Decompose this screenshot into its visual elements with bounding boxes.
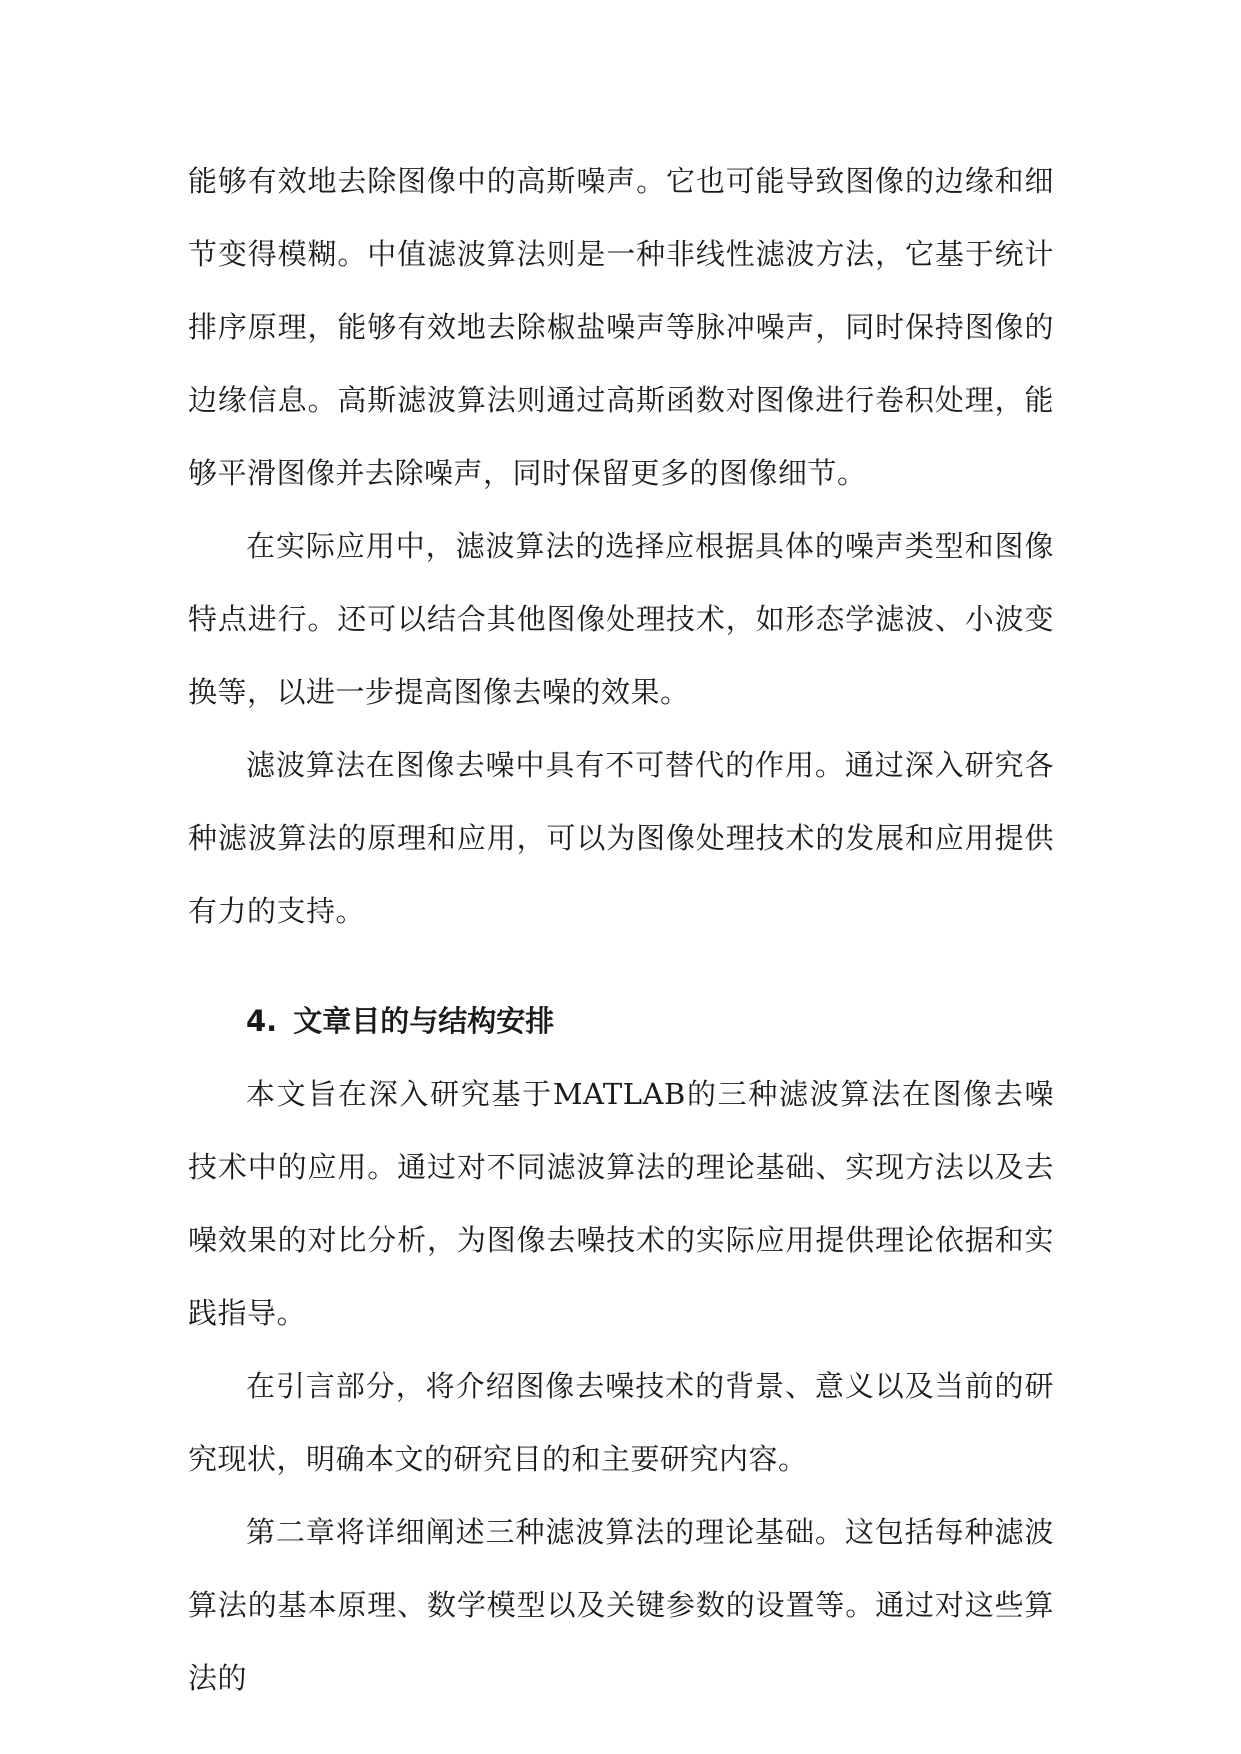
document-body <box>188 145 1054 1715</box>
section-heading <box>188 985 1054 1058</box>
body-paragraph: 本文旨在深入研究基于MATLAB的三种滤波算法在图像去噪技术中的应用。通过对不同滤波算法的理论基础、实现方法以及去噪效果的对比分析，为图像去噪技术的实际应用提供理论依据和实践指导。 <box>188 1077 1054 1330</box>
section-title: 文章目的与结构安排 <box>293 1004 555 1038</box>
section-number: 4. <box>246 1004 278 1038</box>
body-paragraph: 第二章将详细阐述三种滤波算法的理论基础。这包括每种滤波算法的基本原理、数学模型以及关键参数的设置等。通过对这些算法的 <box>188 1515 1054 1695</box>
body-paragraph: 能够有效地去除图像中的高斯噪声。它也可能导致图像的边缘和细节变得模糊。中值滤波算法则是一种非线性滤波方法，它基于统计排序原理，能够有效地去除椒盐噪声等脉冲噪声，同时保持图像的边缘信息。高斯滤波算法则通过高斯函数对图像进行卷积处理，能够平滑图像并去除噪声，同时保留更多的图像细节。 <box>188 164 1054 490</box>
body-paragraph: 在引言部分，将介绍图像去噪技术的背景、意义以及当前的研究现状，明确本文的研究目的和主要研究内容。 <box>188 1369 1054 1476</box>
body-paragraph: 滤波算法在图像去噪中具有不可替代的作用。通过深入研究各种滤波算法的原理和应用，可以为图像处理技术的发展和应用提供有力的支持。 <box>188 748 1054 928</box>
body-paragraph: 在实际应用中，滤波算法的选择应根据具体的噪声类型和图像特点进行。还可以结合其他图像处理技术，如形态学滤波、小波变换等，以进一步提高图像去噪的效果。 <box>188 529 1054 709</box>
